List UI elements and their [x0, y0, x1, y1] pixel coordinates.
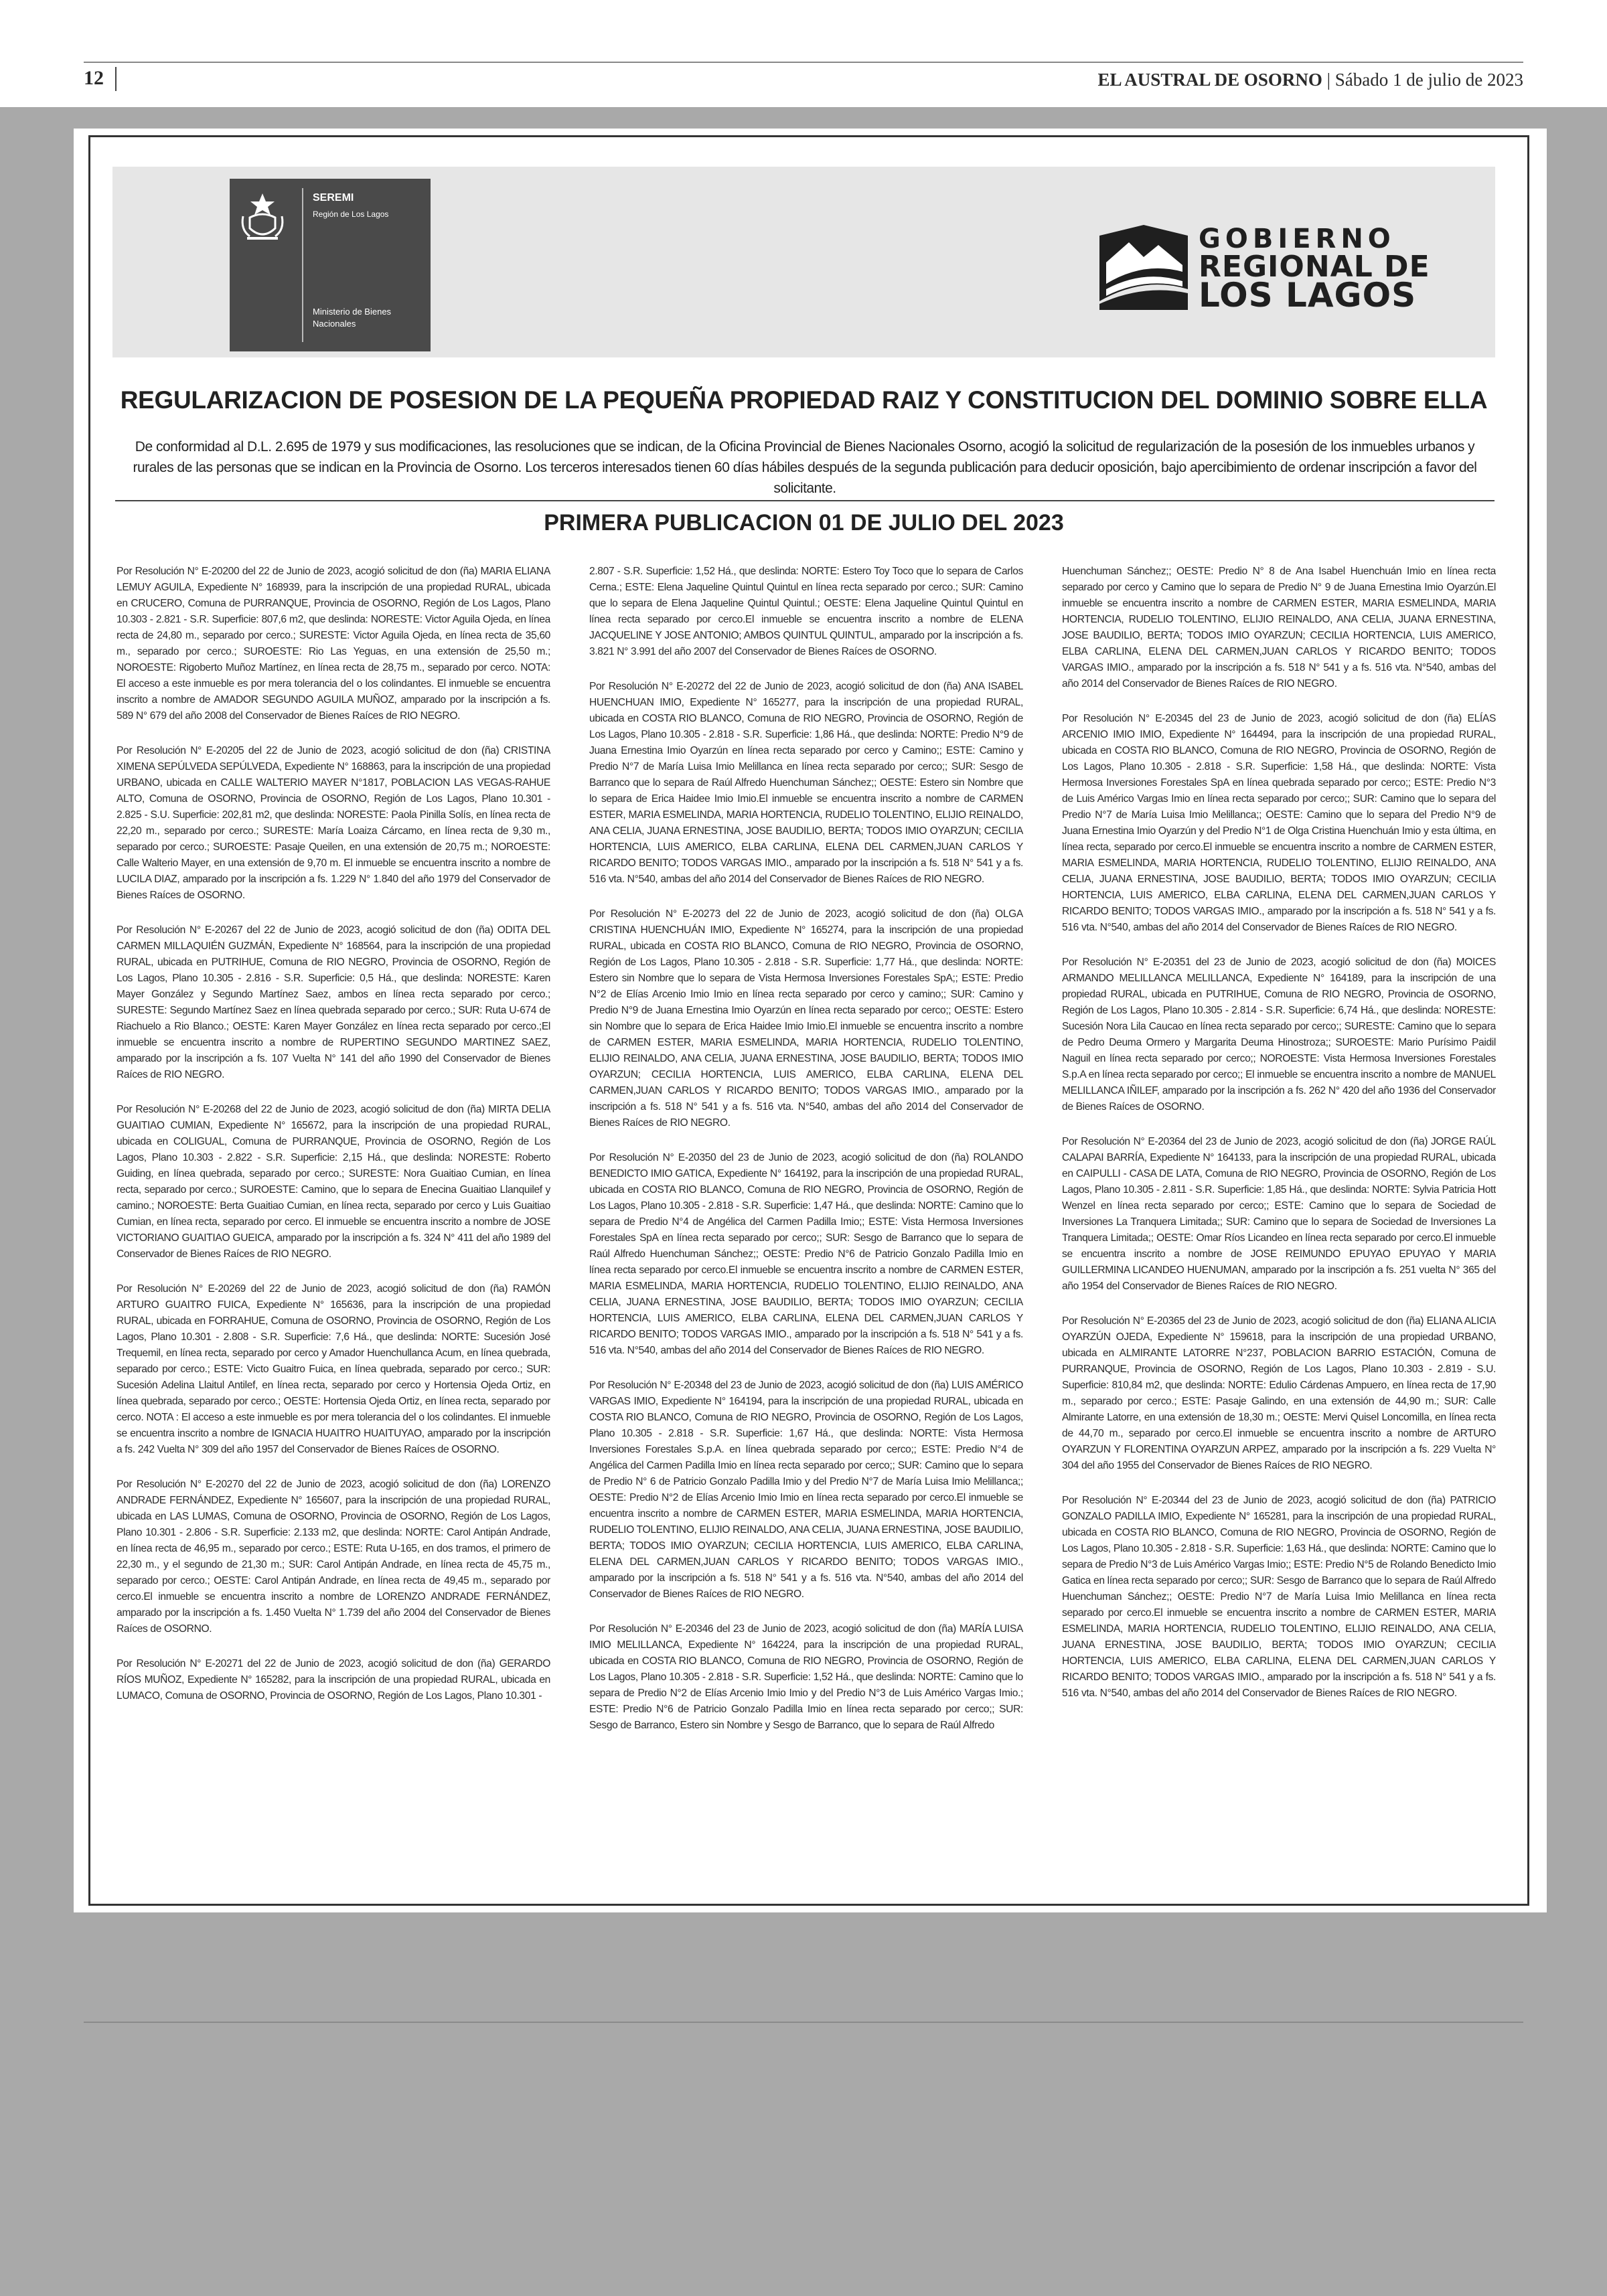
resolution-entry: Por Resolución N° E-20270 del 22 de Junio de 2023, acogió solicitud de don (ña) LORENZO ANDRADE FERNÁNDEZ, Expediente N° 165607, para la inscripción de una propiedad RURAL, ubicada en LAS LUMAS, Comuna de OSORNO, Provincia de OSORNO, Región de Los Lagos, Plano 10.301 - 2.806 - S.R. Superficie: 2.133 m2, que deslinda: NORTE: Carol Antipán Andrade, en línea recta de 46,95 m., separado por cerco.; ESTE: Ruta U-165, en dos tramos, el primero de 22,30 m., y el segundo de 21,30 m.; SUR: Carol Antipán Andrade, en línea recta de 45,75 m., separado por cerco.; OESTE: Carol Antipán Andrade, en línea recta de 49,45 m., separado por cerco.El inmueble se encuentra inscrito a nombre de LORENZO ANDRADE FERNÁNDEZ, amparado por la inscripción a fs. 1.450 Vuelta N° 1.739 del año 2004 del Conservador de Bienes Raíces de OSORNO. — [117, 1479, 550, 1635]
issue-date: Sábado 1 de julio de 2023 — [1334, 70, 1523, 90]
resolution-entry: Por Resolución N° E-20346 del 23 de Junio de 2023, acogió solicitud de don (ña) MARÍA LUISA IMIO MELILLANCA, Expediente N° 164224, para la inscripción de una propiedad RURAL, ubicada en COSTA RIO BLANCO, Comuna de RIO NEGRO, Provincia de OSORNO, Región de Los Lagos, Plano 10.305 - 2.818 - S.R. Superficie: 1,52 Há., que deslinda: NORTE: Camino que lo separa de Predio N°2 de Elías Arcenio Imio Imio y del Predio N°3 de Luis Américo Vargas Imio.; ESTE: Predio N°6 de Patricio Gonzalo Padilla Imio en línea recta separado por cerco;; SUR: Sesgo de Barranco, Estero sin Nombre y Sesgo de Barranco, que lo separa de Raúl Alfredo — [589, 1623, 1023, 1731]
header-rule — [84, 62, 1523, 63]
seremi-divider — [302, 188, 303, 342]
notice-page — [74, 129, 1547, 1912]
publication-title: PRIMERA PUBLICACION 01 DE JULIO DEL 2023 — [544, 510, 1064, 536]
resolution-entry: Huenchuman Sánchez;; OESTE: Predio N° 8 de Ana Isabel Huenchuán Imio en línea recta separado por cerco y Camino que lo separa de Predio N° 9 de Juana Ernestina Imio Oyarzún.El inmueble se encuentra inscrito a nombre de CARMEN ESTER, MARIA ESMELINDA, MARIA HORTENCIA, RUDELIO TOLENTINO, ELIJIO REINALDO, ANA CELIA, JUANA ERNESTINA, JOSE BAUDILIO, BERTA; TODOS IMIO OYARZUN; CECILIA HORTENCIA, LUIS AMERICO, ELBA CARLINA, ELENA DEL CARMEN,JUAN CARLOS Y RICARDO BENITO; TODOS VARGAS IMIO., amparado por la inscripción a fs. 518 N° 541 y a fs. 516 vta. N°540, ambas del año 2014 del Conservador de Bienes Raíces de RIO NEGRO. — [1062, 566, 1496, 689]
resolution-entry: Por Resolución N° E-20272 del 22 de Junio de 2023, acogió solicitud de don (ña) ANA ISABEL HUENCHUAN IMIO, Expediente N° 165277, para la inscripción de una propiedad RURAL, ubicada en COSTA RIO BLANCO, Comuna de RIO NEGRO, Provincia de OSORNO, Región de Los Lagos, Plano 10.305 - 2.818 - S.R. Superficie: 1,86 Há., que deslinda: NORTE: Predio N°9 de Juana Ernestina Imio Oyarzún en línea recta separado por cerco y Camino;; ESTE: Camino y Predio N°7 de María Luisa Imio Melillanca en línea recta separado por cerco;; SUR: Sesgo de Barranco que lo separa de Raúl Alfredo Huenchuman Sánchez;; OESTE: Estero sin Nombre que lo separa de Erica Haidee Imio Imio.El inmueble se encuentra inscrito a nombre de CARMEN ESTER, MARIA ESMELINDA, MARIA HORTENCIA, RUDELIO TOLENTINO, ELIJIO REINALDO, ANA CELIA, JUANA ERNESTINA, JOSE BAUDILIO, BERTA; TODOS IMIO OYARZUN; CECILIA HORTENCIA, LUIS AMERICO, ELBA CARLINA, ELENA DEL CARMEN,JUAN CARLOS Y RICARDO BENITO; TODOS VARGAS IMIO., amparado por la inscripción a fs. 518 N° 541 y a fs. 516 vta. N°540, ambas del año 2014 del Conservador de Bienes Raíces de RIO NEGRO. — [589, 681, 1023, 885]
gobierno-regional-logo — [1097, 222, 1472, 316]
gobierno-line-2: REGIONAL DE — [1199, 250, 1430, 284]
masthead-divider: | — [1326, 70, 1335, 90]
resolution-entry: Por Resolución N° E-20200 del 22 de Junio de 2023, acogió solicitud de don (ña) MARIA ELIANA LEMUY AGUILA, Expediente N° 168939, para la inscripción de una propiedad RURAL, ubicada en CRUCERO, Comuna de PURRANQUE, Provincia de OSORNO, Región de Los Lagos, Plano 10.303 - 2.821 - S.R. Superficie: 807,6 m2, que deslinda: NORESTE: Victor Aguila Ojeda, en línea recta de 24,80 m., separado por cerco.; SURESTE: Victor Aguila Ojeda, en línea recta de 35,60 m., separado por cerco.; SUROESTE: Rio Las Yeguas, en una extensión de 25,50 m.; NOROESTE: Rigoberto Muñoz Martínez, en línea recta de 28,75 m., separado por cerco. NOTA: El acceso a este inmueble es por mera tolerancia del o los colindantes. El inmueble se encuentra inscrito a nombre de AMADOR SEGUNDO AGUILA MUÑOZ, amparado por la inscripción a fs. 589 N° 679 del año 2008 del Conservador de Bienes Raíces de RIO NEGRO. — [117, 566, 550, 722]
logo-banner — [112, 167, 1495, 357]
bottom-rule — [84, 2022, 1523, 2023]
page-header — [0, 0, 1607, 107]
notice-title: REGULARIZACION DE POSESION DE LA PEQUEÑA PROPIEDAD RAIZ Y CONSTITUCION DEL DOMINIO SOBRE ELLA — [120, 386, 1488, 414]
gobierno-wordmark — [1199, 224, 1430, 315]
resolution-entry: Por Resolución N° E-20271 del 22 de Junio de 2023, acogió solicitud de don (ña) GERARDO RÍOS MUÑOZ, Expediente N° 165282, para la inscripción de una propiedad RURAL, ubicada en LUMACO, Comuna de OSORNO, Provincia de OSORNO, Región de Los Lagos, Plano 10.301 - — [117, 1658, 550, 1702]
gobierno-line-1: GOBIERNO — [1199, 224, 1395, 254]
seremi-region: Región de Los Lagos — [313, 210, 389, 219]
seremi-logo — [230, 179, 431, 351]
resolution-entry: Por Resolución N° E-20205 del 22 de Junio de 2023, acogió solicitud de don (ña) CRISTINA XIMENA SEPÚLVEDA SEPÚLVEDA, Expediente N° 168863, para la inscripción de una propiedad URBANO, ubicada en CALLE WALTERIO MAYER N°1817, POBLACION LAS VEGAS-RAHUE ALTO, Comuna de OSORNO, Provincia de OSORNO, Región de Los Lagos, Plano 10.301 - 2.825 - S.U. Superficie: 202,81 m2, que deslinda: NORESTE: Paola Pinilla Solís, en línea recta de 22,20 m., separado por cerco.; SURESTE: María Loaiza Cárcamo, en línea recta de 9,30 m., separado por cerco.; SUROESTE: Pasaje Queilen, en una extensión de 20,75 m.; NOROESTE: Calle Walterio Mayer, en una extensión de 9,70 m. El inmueble se encuentra inscrito a nombre de LUCILA DIAZ, amparado por la inscripción a fs. 1.229 N° 1.840 del año 1979 del Conservador de Bienes Raíces de OSORNO. — [117, 745, 550, 901]
resolution-entry: Por Resolución N° E-20269 del 22 de Junio de 2023, acogió solicitud de don (ña) RAMÓN ARTURO GUAITRO FUICA, Expediente N° 165636, para la inscripción de una propiedad RURAL, ubicada en FORRAHUE, Comuna de OSORNO, Provincia de OSORNO, Región de Los Lagos, Plano 10.301 - 2.808 - S.R. Superficie: 7,6 Há., que deslinda: NORTE: Sucesión José Trequemil, en línea recta, separado por cerco y Amador Huenchullanca Acum, en línea quebrada, separado por cerco.; ESTE: Victo Guaitro Fuica, en línea quebrada, separado por cerco.; SUR: Sucesión Adelina Llaitul Antilef, en línea recta, separado por cerco y Hortensia Ojeda Ortiz, en línea quebrada, separado por cerco.; OESTE: Hortensia Ojeda Ortiz, en línea recta, separado por cerco. NOTA : El acceso a este inmueble es por mera tolerancia del o los colindantes. El inmueble se encuentra inscrito a nombre de IGNACIA HUAITRO HUAITUYAO, amparado por la inscripción a fs. 242 Vuelta N° 309 del año 1957 del Conservador de Bienes Raíces de OSORNO. — [117, 1283, 550, 1455]
newspaper-name: EL AUSTRAL DE OSORNO — [1097, 70, 1322, 90]
mountains-lake-icon — [1097, 222, 1191, 313]
resolution-entry: Por Resolución N° E-20268 del 22 de Junio de 2023, acogió solicitud de don (ña) MIRTA DELIA GUAITIAO CUMIAN, Expediente N° 165672, para la inscripción de una propiedad RURAL, ubicada en COLIGUAL, Comuna de PURRANQUE, Provincia de OSORNO, Región de Los Lagos, Plano 10.303 - 2.822 - S.R. Superficie: 2,15 Há., que deslinda: NORESTE: Roberto Guiding, en línea quebrada, separado por cerco.; SURESTE: Nora Guaitiao Cumian, en línea recta, separado por cerco.; SUROESTE: Camino, que lo separa de Enecina Guaitiao Llanquilef y camino.; NOROESTE: Berta Guaitiao Cumian, en línea recta, separado por cerco y Luis Guaitiao Cumian, en línea recta, separado por cerco. El inmueble se encuentra inscrito a nombre de JOSE VICTORIANO GUAITIAO GUEICA, amparado por la inscripción a fs. 324 N° 411 del año 1989 del Conservador de Bienes Raíces de RIO NEGRO. — [117, 1104, 550, 1260]
column-3 — [1062, 564, 1496, 1889]
resolution-entry: Por Resolución N° E-20273 del 22 de Junio de 2023, acogió solicitud de don (ña) OLGA CRISTINA HUENCHUÁN IMIO, Expediente N° 165274, para la inscripción de una propiedad RURAL, ubicada en COSTA RIO BLANCO, Comuna de RIO NEGRO, Provincia de OSORNO, Región de Los Lagos, Plano 10.305 - 2.818 - S.R. Superficie: 1,77 Há., que deslinda: NORTE: Estero sin Nombre que lo separa de Vista Hermosa Inversiones Forestales SpA;; ESTE: Predio N°2 de Elías Arcenio Imio Imio en línea recta separado por cerco y camino;; SUR: Camino y Predio N°9 de Juana Ernestina Imio Oyarzún en línea recta separado por cerco;; OESTE: Estero sin Nombre que lo separa de Erica Haidee Imio Imio.El inmueble se encuentra inscrito a nombre de CARMEN ESTER, MARIA ESMELINDA, MARIA HORTENCIA, RUDELIO TOLENTINO, ELIJIO REINALDO, ANA CELIA, JUANA ERNESTINA, JOSE BAUDILIO, BERTA; TODOS IMIO OYARZUN; CECILIA HORTENCIA, LUIS AMERICO, ELBA CARLINA, ELENA DEL CARMEN,JUAN CARLOS Y RICARDO BENITO; TODOS VARGAS IMIO., amparado por la inscripción a fs. 518 N° 541 y a fs. 516 vta. N°540, ambas del año 2014 del Conservador de Bienes Raíces de RIO NEGRO. — [589, 908, 1023, 1129]
resolutions-columns — [117, 564, 1496, 1889]
gobierno-line-3: LOS LAGOS — [1199, 276, 1417, 315]
column-1 — [117, 564, 550, 1889]
page-number: 12 — [84, 67, 104, 89]
masthead — [1098, 70, 1523, 90]
resolution-entry: Por Resolución N° E-20365 del 23 de Junio de 2023, acogió solicitud de don (ña) ELIANA ALICIA OYARZÚN OJEDA, Expediente N° 159618, para la inscripción de una propiedad URBANO, ubicada en ALMIRANTE LATORRE N°237, POBLACION BARRIO ESTACIÓN, Comuna de PURRANQUE, Provincia de OSORNO, Región de Los Lagos, Plano 10.303 - 2.819 - S.U. Superficie: 810,84 m2, que deslinda: NORTE: Edulio Cárdenas Ampuero, en línea recta de 17,90 m., separado por cerco.; ESTE: Pasaje Galindo, en una extensión de 44,90 m.; SUR: Calle Almirante Latorre, en una extensión de 18,30 m.; OESTE: Mervi Quisel Loncomilla, en línea recta de 44,70 m., separado por cerco.El inmueble se encuentra inscrito a nombre de ARTURO OYARZUN Y FLORENTINA OYARZUN ARPEZ, amparado por la inscripción a fs. 229 Vuelta N° 304 del año 1955 del Conservador de Bienes Raíces de RIO NEGRO. — [1062, 1315, 1496, 1471]
resolution-entry: Por Resolución N° E-20345 del 23 de Junio de 2023, acogió solicitud de don (ña) ELÍAS ARCENIO IMIO IMIO, Expediente N° 164494, para la inscripción de una propiedad RURAL, ubicada en COSTA RIO BLANCO, Comuna de RIO NEGRO, Provincia de OSORNO, Región de Los Lagos, Plano 10.305 - 2.818 - S.R. Superficie: 1,58 Há., que deslinda: NORTE: Vista Hermosa Inversiones Forestales SpA en línea quebrada separado por cerco;; ESTE: Predio N°3 de Luis Américo Vargas Imio en línea recta separado por cerco;; SUR: Camino que lo separa del Predio N°7 de María Luisa Imio Melillanca;; OESTE: Camino que lo separa del Predio N°9 de Juana Ernestina Imio Oyarzún y del Predio N°1 de Olga Cristina Huenchuán Imio y esta última, en línea recta, separado por cerco.El inmueble se encuentra inscrito a nombre de CARMEN ESTER, MARIA ESMELINDA, MARIA HORTENCIA, RUDELIO TOLENTINO, ELIJIO REINALDO, ANA CELIA, JUANA ERNESTINA, JOSE BAUDILIO, BERTA; TODOS IMIO OYARZUN; CECILIA HORTENCIA, LUIS AMERICO, ELBA CARLINA, ELENA DEL CARMEN,JUAN CARLOS Y RICARDO BENITO; TODOS VARGAS IMIO., amparado por la inscripción a fs. 518 N° 541 y a fs. 516 vta. N°540, ambas del año 2014 del Conservador de Bienes Raíces de RIO NEGRO. — [1062, 713, 1496, 933]
ministry-name: Ministerio de Bienes Nacionales — [313, 307, 392, 329]
resolution-entry: 2.807 - S.R. Superficie: 1,52 Há., que deslinda: NORTE: Estero Toy Toco que lo separa de Carlos Cerna.; ESTE: Elena Jaqueline Quintul Quintul en línea recta separado por cerco.; SUR: Camino que lo separa de Elena Jaqueline Quintul Quintul.; OESTE: Elena Jaqueline Quintul Quintul en línea recta separado por cerco.El inmueble se encuentra inscrito a nombre de ELENA JACQUELINE Y JOSE ANTONIO; AMBOS QUINTUL QUINTUL, amparado por la inscripción a fs. 3.821 N° 3.991 del año 2007 del Conservador de Bienes Raíces de OSORNO. — [589, 566, 1023, 657]
page-number-divider — [115, 67, 117, 91]
resolution-entry: Por Resolución N° E-20351 del 23 de Junio de 2023, acogió solicitud de don (ña) MOICES ARMANDO MELILLANCA MELILLANCA, Expediente N° 164189, para la inscripción de una propiedad RURAL, ubicada en PUTRIHUE, Comuna de RIO NEGRO, Provincia de OSORNO, Región de Los Lagos, Plano 10.305 - 2.814 - S.R. Superficie: 6,74 Há., que deslinda: NORESTE: Sucesión Nora Lila Caucao en línea recta separado por cerco;; SURESTE: Camino que lo separa de Pedro Deuma Ormero y Margarita Deuma Hinostroza;; SUROESTE: Mario Purísimo Paidil Naguil en línea recta separado por cerco;; NOROESTE: Vista Hermosa Inversiones Forestales S.p.A en línea recta separado por cerco;; El inmueble se encuentra inscrito a nombre de MANUEL MELILLANCA IÑILEF, amparado por la inscripción a fs. 262 N° 420 del año 1936 del Conservador de Bienes Raíces de OSORNO. — [1062, 957, 1496, 1113]
chile-coat-of-arms-icon — [239, 189, 286, 242]
seremi-title: SEREMI — [313, 192, 354, 203]
resolution-entry: Por Resolución N° E-20364 del 23 de Junio de 2023, acogió solicitud de don (ña) JORGE RAÚL CALAPAI BARRÍA, Expediente N° 164133, para la inscripción de una propiedad RURAL, ubicada en CAIPULLI - CASA DE LATA, Comuna de RIO NEGRO, Provincia de OSORNO, Región de Los Lagos, Plano 10.305 - 2.811 - S.R. Superficie: 1,85 Há., que deslinda: NORTE: Sylvia Patricia Hott Wenzel en línea recta separado por cerco;; ESTE: Camino que lo separa de Sociedad de Inversiones La Tranquera Limitada;; SUR: Camino que lo separa de Sociedad de Inversiones La Tranquera Limitada;; OESTE: Omar Ríos Licandeo en línea recta separado por cerco.El inmueble se encuentra inscrito a nombre de JOSE REIMUNDO EPUYAO EPUYAO Y MARIA GUILLERMINA LICANDEO HUENUMAN, amparado por la inscripción a fs. 251 vuelta N° 365 del año 1954 del Conservador de Bienes Raíces de RIO NEGRO. — [1062, 1136, 1496, 1292]
section-divider — [115, 500, 1495, 501]
resolution-entry: Por Resolución N° E-20267 del 22 de Junio de 2023, acogió solicitud de don (ña) ODITA DEL CARMEN MILLAQUIÉN GUZMÁN, Expediente N° 168564, para la inscripción de una propiedad RURAL, ubicada en PUTRIHUE, Comuna de RIO NEGRO, Provincia de OSORNO, Región de Los Lagos, Plano 10.305 - 2.816 - S.R. Superficie: 0,5 Há., que deslinda: NORESTE: Karen Mayer González y Segundo Martínez Saez, ambos en línea recta separado por cerco.; SURESTE: Segundo Martínez Saez en línea quebrada separado por cerco.; SUR: Ruta U-674 de Riachuelo a Rio Blanco.; OESTE: Karen Mayer González en línea recta separado por cerco.;El inmueble se encuentra inscrito a nombre de RUPERTINO SEGUNDO MARTINEZ SAEZ, amparado por la inscripción a fs. 107 Vuelta N° 141 del año 1990 del Conservador de Bienes Raíces de RIO NEGRO. — [117, 924, 550, 1080]
column-2 — [589, 564, 1023, 1889]
notice-intro: De conformidad al D.L. 2.695 de 1979 y sus modificaciones, las resoluciones que se indican, de la Oficina Provincial de Bienes Nacionales Osorno, acogió la solicitud de regularización de la posesión de los inmuebles urbanos y rurales de las personas que se indican en la Provincia de Osorno. Los terceros interesados tienen 60 días hábiles después de la segunda publicación para deducir oposición, bajo apercibimiento de ordenar inscripción a favor del solicitante. — [133, 439, 1477, 496]
resolution-entry: Por Resolución N° E-20348 del 23 de Junio de 2023, acogió solicitud de don (ña) LUIS AMÉRICO VARGAS IMIO, Expediente N° 164194, para la inscripción de una propiedad RURAL, ubicada en COSTA RIO BLANCO, Comuna de RIO NEGRO, Provincia de OSORNO, Región de Los Lagos, Plano 10.305 - 2.818 - S.R. Superficie: 1,67 Há., que deslinda: NORTE: Vista Hermosa Inversiones Forestales S.p.A. en línea quebrada separado por cerco;; ESTE: Predio N°4 de Angélica del Carmen Padilla Imio en línea recta separado por cerco;; SUR: Camino que lo separa de Predio N° 6 de Patricio Gonzalo Padilla Imio y del Predio N°7 de María Luisa Imio Melillanca;; OESTE: Predio N°2 de Elías Arcenio Imio Imio en línea recta separado por cerco.El inmueble se encuentra inscrito a nombre de CARMEN ESTER, MARIA ESMELINDA, MARIA HORTENCIA, RUDELIO TOLENTINO, ELIJIO REINALDO, ANA CELIA, JUANA ERNESTINA, JOSE BAUDILIO, BERTA; TODOS IMIO OYARZUN; CECILIA HORTENCIA, LUIS AMERICO, ELBA CARLINA, ELENA DEL CARMEN,JUAN CARLOS Y RICARDO BENITO; TODOS VARGAS IMIO., amparado por la inscripción a fs. 518 N° 541 y a fs. 516 vta. N°540, ambas del año 2014 del Conservador de Bienes Raíces de RIO NEGRO. — [589, 1380, 1023, 1600]
resolution-entry: Por Resolución N° E-20344 del 23 de Junio de 2023, acogió solicitud de don (ña) PATRICIO GONZALO PADILLA IMIO, Expediente N° 165281, para la inscripción de una propiedad RURAL, ubicada en COSTA RIO BLANCO, Comuna de RIO NEGRO, Provincia de OSORNO, Región de Los Lagos, Plano 10.305 - 2.818 - S.R. Superficie: 1,63 Há., que deslinda: NORTE: Camino que lo separa de Predio N°3 de Luis Américo Vargas Imio;; ESTE: Predio N°5 de Rolando Benedicto Imio Gatica en línea recta separado por cerco;; SUR: Sesgo de Barranco que lo separa de Raúl Alfredo Huenchuman Sánchez;; OESTE: Predio N°7 de María Luisa Imio Melillanca en línea recta separado por cerco.El inmueble se encuentra inscrito a nombre de CARMEN ESTER, MARIA ESMELINDA, MARIA HORTENCIA, RUDELIO TOLENTINO, ELIJIO REINALDO, ANA CELIA, JUANA ERNESTINA, JOSE BAUDILIO, BERTA; TODOS IMIO OYARZUN; CECILIA HORTENCIA, LUIS AMERICO, ELBA CARLINA, ELENA DEL CARMEN,JUAN CARLOS Y RICARDO BENITO; TODOS VARGAS IMIO., amparado por la inscripción a fs. 518 N° 541 y a fs. 516 vta. N°540, ambas del año 2014 del Conservador de Bienes Raíces de RIO NEGRO. — [1062, 1495, 1496, 1699]
resolution-entry: Por Resolución N° E-20350 del 23 de Junio de 2023, acogió solicitud de don (ña) ROLANDO BENEDICTO IMIO GATICA, Expediente N° 164192, para la inscripción de una propiedad RURAL, ubicada en COSTA RIO BLANCO, Comuna de RIO NEGRO, Provincia de OSORNO, Región de Los Lagos, Plano 10.305 - 2.818 - S.R. Superficie: 1,47 Há., que deslinda: NORTE: Camino que lo separa de Predio N°4 de Angélica del Carmen Padilla Imio;; ESTE: Vista Hermosa Inversiones Forestales SpA en línea recta separado por cerco;; SUR: Sesgo de Barranco que lo separa de Raúl Alfredo Huenchuman Sánchez;; OESTE: Predio N°6 de Patricio Gonzalo Padilla Imio en línea recta separado por cerco.El inmueble se encuentra inscrito a nombre de CARMEN ESTER, MARIA ESMELINDA, MARIA HORTENCIA, RUDELIO TOLENTINO, ELIJIO REINALDO, ANA CELIA, JUANA ERNESTINA, JOSE BAUDILIO, BERTA; TODOS IMIO OYARZUN; CECILIA HORTENCIA, LUIS AMERICO, ELBA CARLINA, ELENA DEL CARMEN,JUAN CARLOS Y RICARDO BENITO; TODOS VARGAS IMIO., amparado por la inscripción a fs. 518 N° 541 y a fs. 516 vta. N°540, ambas del año 2014 del Conservador de Bienes Raíces de RIO NEGRO. — [589, 1152, 1023, 1356]
